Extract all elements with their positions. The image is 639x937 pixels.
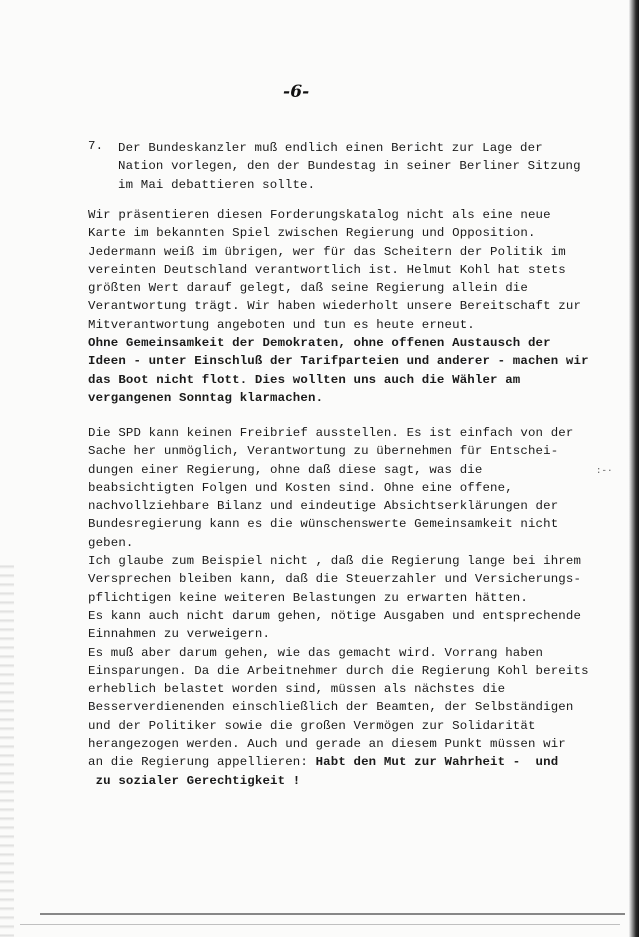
closing-bold-last-line: zu sozialer Gerechtigkeit !	[88, 773, 301, 788]
paragraph-line: Einsparungen. Da die Arbeitnehmer durch die Regierung Kohl bereits	[88, 663, 589, 678]
bold-paragraph-line: Ohne Gemeinsamkeit der Demokraten, ohne offenen Austausch der	[88, 336, 551, 351]
closing-line-start: an die Regierung appellieren:	[88, 755, 308, 770]
scan-rule-bottom	[40, 913, 625, 915]
paragraph-line: pflichtigen keine weiteren Belastungen zu erwarten hätten.	[88, 590, 528, 605]
paragraph-line: Versprechen bleiben kann, daß die Steuerzahler und Versicherungs-	[88, 572, 582, 587]
bold-paragraph-line: das Boot nicht flott. Dies wollten uns auch die Wähler am	[88, 372, 521, 387]
item-line: im Mai debattieren sollte.	[118, 177, 316, 192]
paragraph-line: nachvollziehbare Bilanz und eindeutige Absichtserklärungen der	[88, 499, 559, 514]
bold-paragraph-line: vergangenen Sonntag klarmachen.	[88, 390, 324, 405]
paragraph-line: dungen einer Regierung, ohne daß diese sagt, was die	[88, 462, 483, 477]
bold-paragraph-line: Ideen - unter Einschluß der Tarifparteien und anderer - machen wir	[88, 354, 589, 369]
paragraph-line: Es muß aber darum gehen, wie das gemacht wird. Vorrang haben	[88, 645, 544, 660]
paragraph-line: Ich glaube zum Beispiel nicht , daß die Regierung lange bei ihrem	[88, 554, 582, 569]
paragraph-line: Einnahmen zu verweigern.	[88, 627, 271, 642]
paragraph-line: Besserverdienenden einschließlich der Beamten, der Selbständigen	[88, 700, 574, 715]
paragraph-line: größten Wert darauf gelegt, daß seine Regierung allein die	[88, 281, 528, 296]
item-number: 7.	[88, 139, 104, 153]
paragraph-line: Die SPD kann keinen Freibrief ausstellen. Es ist einfach von der	[88, 426, 574, 440]
paragraph-forderungskatalog	[88, 206, 589, 407]
paragraph-line: und der Politiker sowie die großen Vermögen zur Solidarität	[88, 718, 536, 733]
closing-line	[88, 753, 589, 771]
paragraph-line: herangezogen werden. Auch und gerade an diesem Punkt müssen wir	[88, 737, 566, 752]
paragraph-spd-freibrief	[88, 424, 589, 790]
item-text	[118, 139, 581, 194]
scan-smudge-mark: :‐·	[596, 466, 613, 476]
paragraph-line: beabsichtigten Folgen und Kosten sind. Ohne eine offene,	[88, 480, 513, 495]
paragraph-line: Wir präsentieren diesen Forderungskatalog nicht als eine neue	[88, 208, 551, 222]
item-line: Nation vorlegen, den der Bundestag in seiner Berliner Sitzung	[118, 159, 581, 174]
scan-shadow-right	[629, 0, 639, 937]
scan-noise-left	[0, 560, 14, 937]
paragraph-line: erheblich belastet worden sind, müssen als nächstes die	[88, 682, 506, 697]
item-line: Der Bundeskanzler muß endlich einen Bericht zur Lage der	[118, 141, 543, 155]
paragraph-line: Es kann auch nicht darum gehen, nötige Ausgaben und entsprechende	[88, 608, 582, 623]
page-number: -6-	[283, 82, 310, 102]
paragraph-line: Verantwortung trägt. Wir haben wiederholt unsere Bereitschaft zur	[88, 299, 582, 314]
scan-rule-bottom-faint	[20, 924, 620, 925]
paragraph-line: Bundesregierung kann es die wünschenswerte Gemeinsamkeit nicht	[88, 517, 559, 532]
paragraph-line: Karte im bekannten Spiel zwischen Regierung und Opposition.	[88, 226, 536, 241]
paragraph-line: Jedermann weiß im übrigen, wer für das Scheitern der Politik im	[88, 244, 566, 259]
paragraph-line: geben.	[88, 535, 134, 550]
paragraph-line: vereinten Deutschland verantwortlich ist. Helmut Kohl hat stets	[88, 262, 566, 277]
paragraph-line: Sache her unmöglich, Verantwortung zu übernehmen für Entschei-	[88, 444, 559, 459]
paragraph-line: Mitverantwortung angeboten und tun es heute erneut.	[88, 317, 475, 332]
closing-bold-appeal: Habt den Mut zur Wahrheit - und	[307, 755, 559, 770]
